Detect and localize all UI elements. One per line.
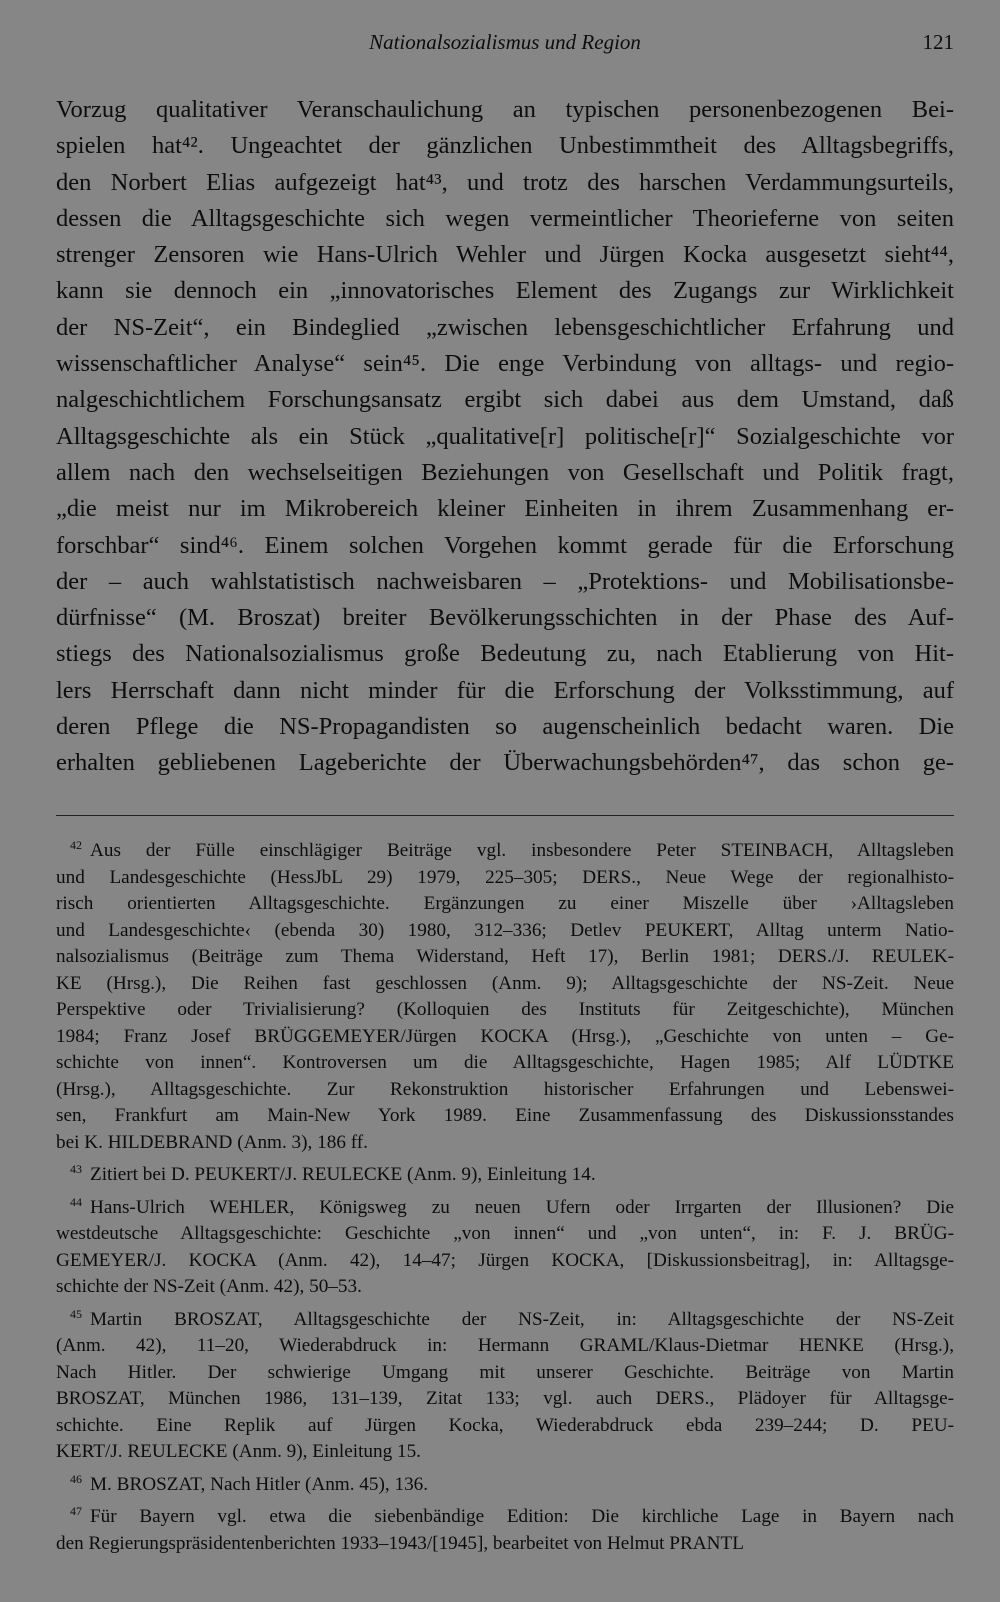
- footnote-line: [56, 1439, 954, 1466]
- body-line: erhalten gebliebenen Lageberichte der Überwachungsbehörden⁴⁷, das schon ge-: [56, 749, 954, 777]
- footnote-text: schichte von innen“. Kontroversen um die Alltagsgeschichte, Hagen 1985; Alf LÜDTKE: [56, 1052, 954, 1073]
- footnote-text: Martin BROSZAT, Alltagsgeschichte der NS-Zeit, in: Alltagsgeschichte der NS-Zeit: [90, 1308, 954, 1330]
- footnote-47: [56, 1498, 954, 1557]
- footnote-line: [56, 1130, 954, 1157]
- footnote-text: Hans-Ulrich WEHLER, Königsweg zu neuen Ufern oder Irrgarten der Illusionen? Die: [90, 1196, 954, 1218]
- body-line: allem nach den wechselseitigen Beziehungen von Gesellschaft und Politik fragt,: [56, 458, 954, 486]
- footnote-number: 42: [70, 838, 82, 852]
- footnote-number: 43: [70, 1162, 82, 1176]
- footnote-text: Aus der Fülle einschlägiger Beiträge vgl. insbesondere Peter STEINBACH, Alltagsleben: [90, 840, 954, 861]
- footnote-line: [56, 1466, 954, 1499]
- footnote-text: (Anm. 42), 11–20, Wiederabdruck in: Hermann GRAML/Klaus-Dietmar HENKE (Hrsg.),: [56, 1335, 954, 1356]
- footnote-text: den Regierungspräsidentenberichten 1933–1943/[1945], bearbeitet von Helmut PRANTL: [56, 1532, 744, 1554]
- footnote-text: KE (Hrsg.), Die Reihen fast geschlossen (Anm. 9); Alltagsgeschichte der NS-Zeit. Neue: [56, 972, 954, 994]
- footnote-45: [56, 1301, 954, 1466]
- footnote-line: [56, 1360, 954, 1387]
- footnote-43: [56, 1156, 954, 1189]
- footnote-line: [56, 1274, 954, 1301]
- footnote-line: [56, 891, 954, 918]
- footnote-line: [56, 1024, 954, 1051]
- footnote-text: BROSZAT, München 1986, 131–139, Zitat 133; vgl. auch DERS., Plädoyer für Alltagsge-: [56, 1388, 954, 1409]
- footnote-text: nalsozialismus (Beiträge zum Thema Widerstand, Heft 17), Berlin 1981; DERS./J. REULEK-: [56, 946, 954, 967]
- footnote-number: 44: [70, 1194, 82, 1209]
- body-line: lers Herrschaft dann nicht minder für die Erforschung der Volksstimmung, auf: [56, 676, 954, 704]
- page-header: [56, 30, 954, 66]
- body-line: nalgeschichtlichem Forschungsansatz ergibt sich dabei aus dem Umstand, daß: [56, 386, 954, 414]
- footnote-line: [56, 1413, 954, 1440]
- footnotes: [56, 832, 954, 1557]
- footnote-text: schichte der NS-Zeit (Anm. 42), 50–53.: [56, 1276, 362, 1297]
- footnote-line: [56, 1386, 954, 1413]
- footnote-line: [56, 1333, 954, 1360]
- body-line: der – auch wahlstatistisch nachweisbaren – „Protektions- und Mobilisationsbe-: [56, 567, 954, 595]
- footnote-separator: [56, 815, 954, 816]
- body-line: den Norbert Elias aufgezeigt hat⁴³, und trotz des harschen Verdammungsurteils,: [56, 168, 954, 196]
- footnote-number: 45: [70, 1306, 82, 1321]
- footnote-line: [56, 832, 954, 865]
- footnote-text: KERT/J. REULECKE (Anm. 9), Einleitung 15.: [56, 1441, 421, 1462]
- body-line: Vorzug qualitativer Veranschaulichung an typischen personenbezogenen Bei-: [56, 96, 954, 123]
- footnote-text: und Landesgeschichte (HessJbL 29) 1979, 225–305; DERS., Neue Wege der regionalhisto-: [56, 866, 954, 888]
- footnote-line: [56, 1077, 954, 1104]
- footnote-text: Für Bayern vgl. etwa die siebenbändige Edition: Die kirchliche Lage in Bayern nach: [90, 1506, 954, 1527]
- footnote-line: [56, 1103, 954, 1130]
- footnote-line: [56, 1050, 954, 1077]
- footnote-42: [56, 832, 954, 1156]
- body-line: Alltagsgeschichte als ein Stück „qualitative[r] politische[r]“ Sozialgeschichte vor: [56, 422, 954, 450]
- footnote-line: [56, 1498, 954, 1531]
- footnote-text: Zitiert bei D. PEUKERT/J. REULECKE (Anm. 9), Einleitung 14.: [90, 1164, 596, 1185]
- body-line: dessen die Alltagsgeschichte sich wegen vermeintlicher Theorieferne von seiten: [56, 204, 954, 232]
- footnote-line: [56, 1531, 954, 1558]
- page-number: 121: [922, 30, 954, 54]
- footnote-text: 1984; Franz Josef BRÜGGEMEYER/Jürgen KOCKA (Hrsg.), „Geschichte von unten – Ge-: [56, 1025, 954, 1047]
- body-line: spielen hat⁴². Ungeachtet der gänzlichen Unbestimmtheit des Alltagsbegriffs,: [56, 132, 954, 160]
- footnote-text: westdeutsche Alltagsgeschichte: Geschichte „von innen“ und „von unten“, in: F. J. BRÜG-: [56, 1223, 954, 1244]
- footnote-line: [56, 1221, 954, 1248]
- footnote-line: [56, 997, 954, 1024]
- body-line: kann sie dennoch ein „innovatorisches Element des Zugangs zur Wirklichkeit: [56, 277, 954, 305]
- footnote-text: bei K. HILDEBRAND (Anm. 3), 186 ff.: [56, 1131, 368, 1153]
- footnote-line: [56, 918, 954, 945]
- body-line: wissenschaftlicher Analyse“ sein⁴⁵. Die enge Verbindung von alltags- und regio-: [56, 350, 954, 378]
- footnote-number: 47: [70, 1504, 82, 1518]
- footnote-text: M. BROSZAT, Nach Hitler (Anm. 45), 136.: [90, 1473, 429, 1495]
- footnote-46: [56, 1466, 954, 1499]
- running-title: Nationalsozialismus und Region: [369, 30, 641, 54]
- footnote-line: [56, 1156, 954, 1189]
- footnote-text: sen, Frankfurt am Main-New York 1989. Eine Zusammenfassung des Diskussionsstandes: [56, 1105, 954, 1126]
- body-line: dürfnisse“ (M. Broszat) breiter Bevölkerungsschichten in der Phase des Auf-: [56, 604, 954, 632]
- footnote-text: (Hrsg.), Alltagsgeschichte. Zur Rekonstruktion historischer Erfahrungen und Lebenswei-: [56, 1078, 954, 1100]
- footnote-text: Perspektive oder Trivialisierung? (Kolloquien des Instituts für Zeitgeschichte), München: [56, 999, 954, 1020]
- footnote-text: Nach Hitler. Der schwierige Umgang mit unserer Geschichte. Beiträge von Martin: [56, 1361, 954, 1383]
- body-line: forschbar“ sind⁴⁶. Einem solchen Vorgehen kommt gerade für die Erforschung: [56, 531, 954, 559]
- footnote-44: [56, 1189, 954, 1301]
- body-line: der NS-Zeit“, ein Bindeglied „zwischen lebensgeschichtlicher Erfahrung und: [56, 313, 954, 341]
- body-line: strenger Zensoren wie Hans-Ulrich Wehler und Jürgen Kocka ausgesetzt sieht⁴⁴,: [56, 241, 954, 269]
- footnote-line: [56, 1301, 954, 1334]
- body-line: stiegs des Nationalsozialismus große Bedeutung zu, nach Etablierung von Hit-: [56, 640, 954, 668]
- body-line: „die meist nur im Mikrobereich kleiner Einheiten in ihrem Zusammenhang er-: [56, 495, 954, 523]
- footnote-line: [56, 944, 954, 971]
- footnote-line: [56, 1189, 954, 1222]
- footnote-line: [56, 971, 954, 998]
- body-text: [56, 92, 954, 782]
- footnote-line: [56, 1248, 954, 1275]
- footnote-text: GEMEYER/J. KOCKA (Anm. 42), 14–47; Jürgen KOCKA, [Diskussionsbeitrag], in: Alltagsge-: [56, 1249, 954, 1271]
- footnote-text: und Landesgeschichte‹ (ebenda 30) 1980, 312–336; Detlev PEUKERT, Alltag unterm Natio-: [56, 919, 954, 941]
- footnote-number: 46: [70, 1471, 82, 1486]
- body-line: deren Pflege die NS-Propagandisten so augenscheinlich bedacht waren. Die: [56, 713, 954, 741]
- footnote-text: risch orientierten Alltagsgeschichte. Ergänzungen zu einer Miszelle über ›Alltagsleben: [56, 893, 954, 914]
- footnote-line: [56, 865, 954, 892]
- footnote-text: schichte. Eine Replik auf Jürgen Kocka, Wiederabdruck ebda 239–244; D. PEU-: [56, 1414, 954, 1436]
